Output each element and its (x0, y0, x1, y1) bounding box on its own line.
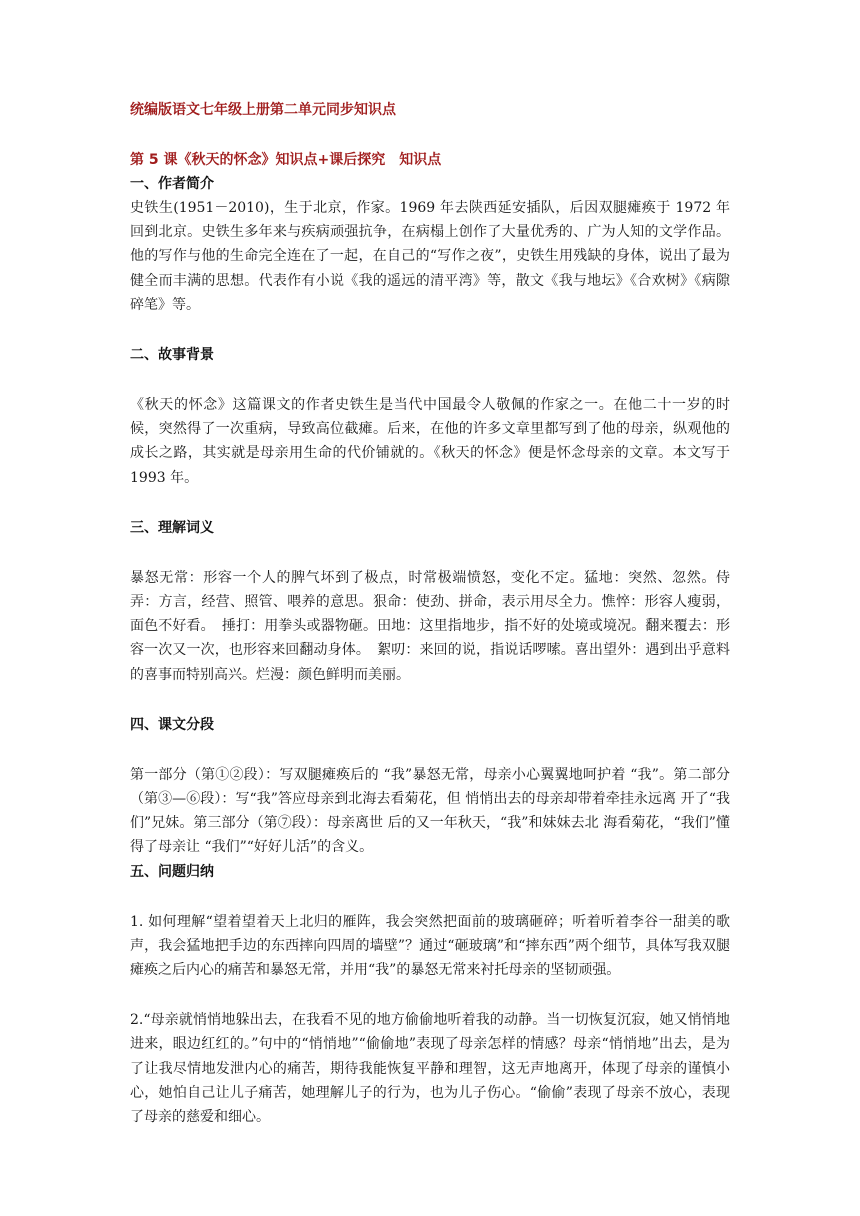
spacer (130, 317, 730, 343)
section-paragraph-segments: 第一部分（第①②段）：写双腿瘫痪后的 “我”暴怒无常，母亲小心翼翼地呵护着 “我”。第二部分（第③—⑥段）：写“我”答应母亲到北海去看菊花，但 悄悄出去的母亲却带着牵挂永远离 开了“我们”兄妹。第三部分（第⑦段）：母亲离世 后的又一年秋天，“我”和妹妹去北 海看菊花，“我们”懂得了母亲让 “我们”“好好儿活”的含义。 (130, 766, 730, 856)
document-page (130, 98, 730, 1129)
spacer (130, 687, 730, 713)
document-title: 统编版语文七年级上册第二单元同步知识点 (130, 102, 396, 118)
spacer (130, 367, 730, 393)
section-heading-vocabulary: 三、理解词义 (130, 519, 214, 536)
section-paragraph-vocabulary: 暴怒无常：形容一个人的脾气坏到了极点，时常极端愤怒，变化不定。猛地：突然、忽然。侍弄：方言，经营、照管、喂养的意思。狠命：使劲、拼命，表示用尽全力。憔悴：形容人瘦弱，面色不好看。 捶打：用拳头或器物砸。田地：这里指地步，指不好的处境或境况。翻来覆去：形容一次又一次，也形容来回翻动身体。 絮叨：来回的说，指说话啰嗦。喜出望外：遇到出乎意料的喜事而特别高兴。烂漫：颜色鲜明而美丽。 (130, 569, 730, 683)
spacer (130, 884, 730, 910)
spacer (130, 982, 730, 1008)
spacer (130, 490, 730, 516)
section-heading-author: 一、作者简介 (130, 176, 214, 192)
section-heading-segments: 四、课文分段 (130, 716, 214, 733)
spacer (130, 540, 730, 566)
question-paragraph-2: 2.“母亲就悄悄地躲出去，在我看不见的地方偷偷地听着我的动静。当一切恢复沉寂，她又悄悄地进来，眼边红红的。”句中的“悄悄地”“偷偷地”表现了母亲怎样的情感？母亲“悄悄地”出去，是为了让我尽情地发泄内心的痛苦，期待我能恢复平静和理智，这无声地离开，体现了母亲的谨慎小心，她怕自己让儿子痛苦，她理解儿子的行为，也为儿子伤心。“偷偷”表现了母亲不放心，表现了母亲的慈爱和细心。 (130, 1012, 730, 1126)
section-paragraph-background: 《秋天的怀念》这篇课文的作者史铁生是当代中国最令人敬佩的作家之一。在他二十一岁的时候，突然得了一次重病，导致高位截瘫。后来，在他的许多文章里都写到了他的母亲，纵观他的成长之路，其实就是母亲用生命的代价铺就的。《秋天的怀念》便是怀念母亲的文章。本文写于 1993 年。 (130, 397, 730, 486)
spacer (130, 737, 730, 763)
section-heading-questions: 五、问题归纳 (130, 863, 214, 880)
question-paragraph-1: 1. 如何理解“望着望着天上北归的雁阵，我会突然把面前的玻璃砸碎；听着听着李谷一甜美的歌声，我会猛地把手边的东西摔向四周的墙壁”？通过“砸玻璃”和“摔东西”两个细节，具体写我双腿瘫痪之后内心的痛苦和暴怒无常，并用“我”的暴怒无常来衬托母亲的坚韧顽强。 (130, 913, 730, 979)
section-paragraph-author: 史铁生(1951－2010)，生于北京，作家。1969 年去陕西延安插队，后因双腿瘫痪于 1972 年回到北京。史铁生多年来与疾病顽强抗争，在病榻上创作了大量优秀的、广为人知的文学作品。他的写作与他的生命完全连在了一起，在自己的“写作之夜”，史铁生用残缺的身体，说出了最为健全而丰满的思想。代表作有小说《我的遥远的清平湾》等，散文《我与地坛》《合欢树》《病隙碎笔》等。 (130, 200, 730, 313)
section-heading-background: 二、故事背景 (130, 347, 214, 364)
lesson-title: 第 5 课《秋天的怀念》知识点+课后探究 知识点 (130, 152, 442, 168)
